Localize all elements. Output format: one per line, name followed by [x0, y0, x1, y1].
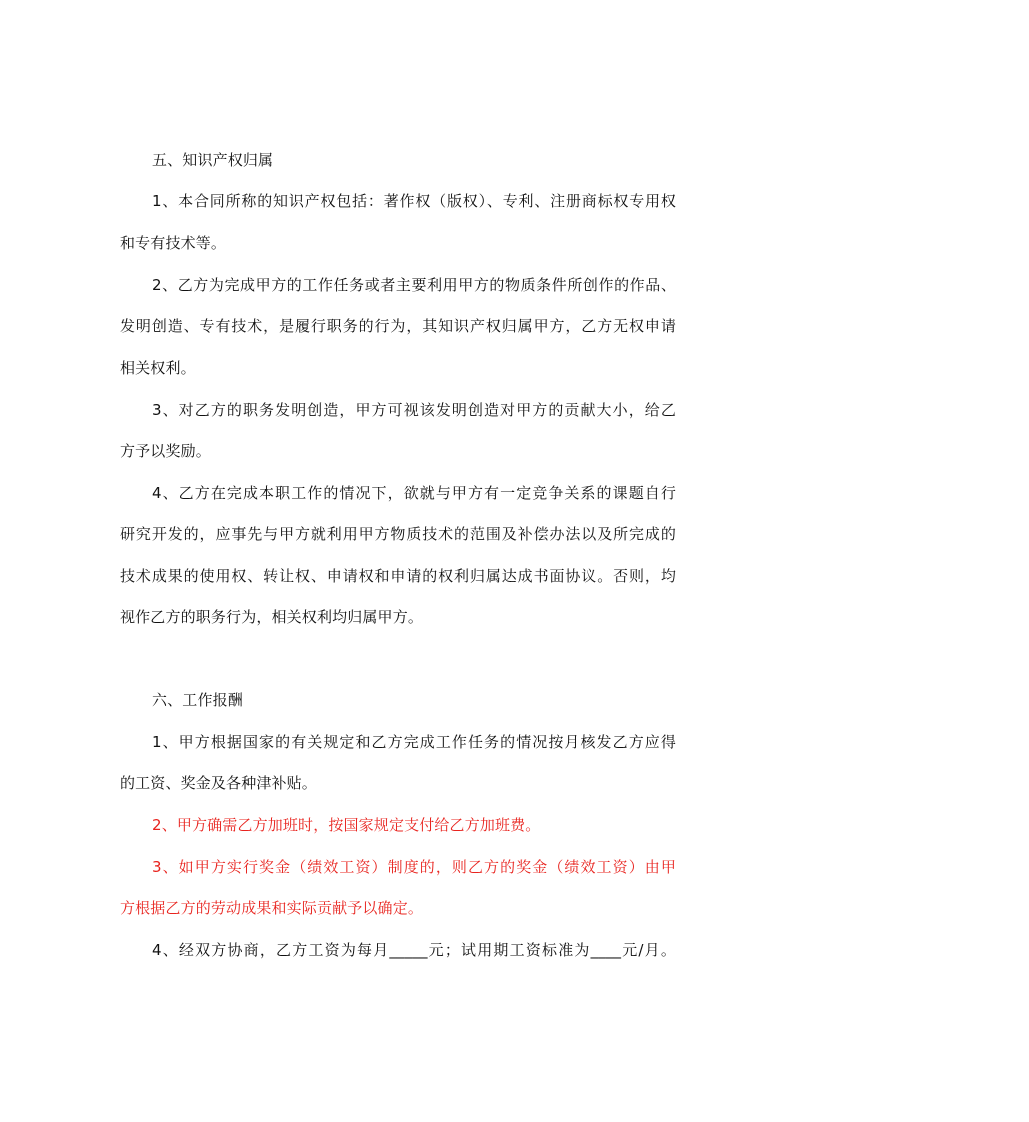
paragraph-line: 研究开发的，应事先与甲方就利用甲方物质技术的范围及补偿办法以及所完成的 [120, 525, 676, 543]
paragraph-line: 1、本合同所称的知识产权包括：著作权（版权）、专利、注册商标权专用权 [152, 192, 676, 210]
paragraph-line: 3、对乙方的职务发明创造，甲方可视该发明创造对甲方的贡献大小，给乙 [152, 401, 676, 419]
paragraph-line: 4、乙方在完成本职工作的情况下，欲就与甲方有一定竞争关系的课题自行 [152, 484, 676, 502]
highlighted-paragraph-line: 2、甲方确需乙方加班时，按国家规定支付给乙方加班费。 [152, 816, 541, 834]
paragraph-line: 的工资、奖金及各种津补贴。 [120, 774, 317, 792]
paragraph-line: 相关权利。 [120, 359, 196, 377]
paragraph-line: 发明创造、专有技术，是履行职务的行为，其知识产权归属甲方，乙方无权申请 [120, 317, 676, 335]
paragraph-line: 4、经双方协商，乙方工资为每月_____元；试用期工资标准为____元/月。 [152, 941, 676, 959]
paragraph-line: 视作乙方的职务行为，相关权利均归属甲方。 [120, 608, 424, 626]
paragraph-line: 方予以奖励。 [120, 442, 211, 460]
paragraph-line: 2、乙方为完成甲方的工作任务或者主要利用甲方的物质条件所创作的作品、 [152, 276, 676, 294]
highlighted-paragraph-line: 方根据乙方的劳动成果和实际贡献予以确定。 [120, 899, 424, 917]
section-heading-ip: 五、知识产权归属 [152, 151, 274, 169]
paragraph-line: 1、甲方根据国家的有关规定和乙方完成工作任务的情况按月核发乙方应得 [152, 733, 676, 751]
section-heading-pay: 六、工作报酬 [152, 691, 243, 709]
highlighted-paragraph-line: 3、如甲方实行奖金（绩效工资）制度的，则乙方的奖金（绩效工资）由甲 [152, 858, 676, 876]
paragraph-line: 技术成果的使用权、转让权、申请权和申请的权利归属达成书面协议。否则，均 [120, 567, 676, 585]
paragraph-line: 和专有技术等。 [120, 234, 227, 252]
